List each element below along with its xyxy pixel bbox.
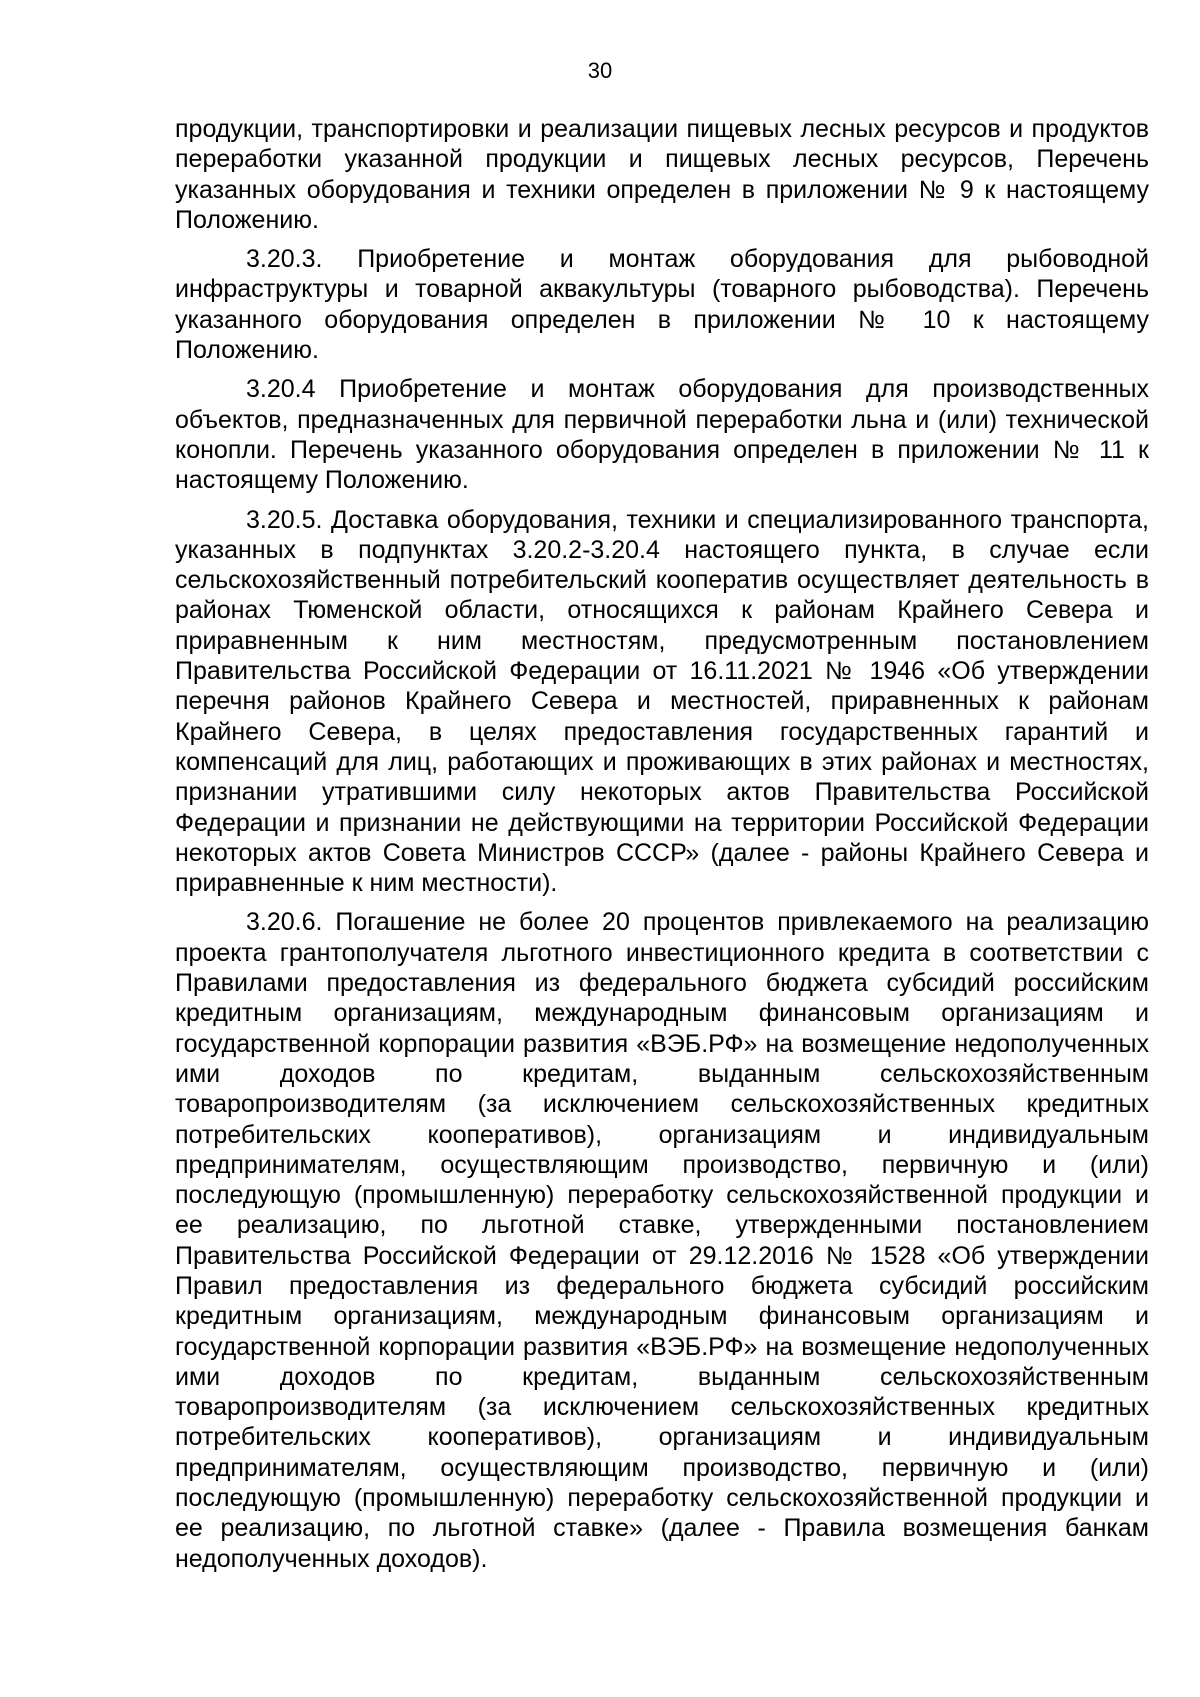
document-body <box>175 114 1149 1583</box>
page-number: 30 <box>587 58 613 83</box>
paragraph-3-20-6: 3.20.6. Погашение не более 20 процентов привлекаемого на реализацию проекта грантополучателя льготного инвестиционного кредита в соответствии с Правилами предоставления из федерального бюджета субсидий российским кредитным организациям, международным финансовым организациям и государственной корпорации развития «ВЭБ.РФ» на возмещение недополученных ими доходов по кредитам, выданным сельскохозяйственным товаропроизводителям (за исключением сельскохозяйственных кредитных потребительских кооперативов), организациям и индивидуальным предпринимателям, осуществляющим производство, первичную и (или) последующую (промышленную) переработку сельскохозяйственной продукции и ее реализацию, по льготной ставке, утвержденными постановлением Правительства Российской Федерации от 29.12.2016 № 1528 «Об утверждении Правил предоставления из федерального бюджета субсидий российским кредитным организациям, международным финансовым организациям и государственной корпорации развития «ВЭБ.РФ» на возмещение недополученных ими доходов по кредитам, выданным сельскохозяйственным товаропроизводителям (за исключением сельскохозяйственных кредитных потребительских кооперативов), организациям и индивидуальным предпринимателям, осуществляющим производство, первичную и (или) последующую (промышленную) переработку сельскохозяйственной продукции и ее реализацию, по льготной ставке» (далее - Правила возмещения банкам недополученных доходов). <box>175 908 1149 1573</box>
paragraph-3-20-4: 3.20.4 Приобретение и монтаж оборудования для производственных объектов, предназначенных для первичной переработки льна и (или) технической конопли. Перечень указанного оборудования определен в приложении № 11 к настоящему Положению. <box>175 375 1149 495</box>
paragraph-continuation: продукции, транспортировки и реализации пищевых лесных ресурсов и продуктов переработки указанной продукции и пищевых лесных ресурсов, Перечень указанных оборудования и техники определен в приложении № 9 к настоящему Положению. <box>175 115 1149 234</box>
paragraph-3-20-5: 3.20.5. Доставка оборудования, техники и специализированного транспорта, указанных в подпунктах 3.20.2-3.20.4 настоящего пункта, в случае если сельскохозяйственный потребительский кооператив осуществляет деятельность в районах Тюменской области, относящихся к районам Крайнего Севера и приравненным к ним местностям, предусмотренным постановлением Правительства Российской Федерации от 16.11.2021 № 1946 «Об утверждении перечня районов Крайнего Севера и местностей, приравненных к районам Крайнего Севера, в целях предоставления государственных гарантий и компенсаций для лиц, работающих и проживающих в этих районах и местностях, признании утратившими силу некоторых актов Правительства Российской Федерации и признании не действующими на территории Российской Федерации некоторых актов Совета Министров СССР» (далее - районы Крайнего Севера и приравненные к ним местности). <box>175 505 1149 898</box>
paragraph-3-20-3: 3.20.3. Приобретение и монтаж оборудования для рыбоводной инфраструктуры и товарной аквакультуры (товарного рыбоводства). Перечень указанного оборудования определен в приложении № 10 к настоящему Положению. <box>175 245 1149 365</box>
